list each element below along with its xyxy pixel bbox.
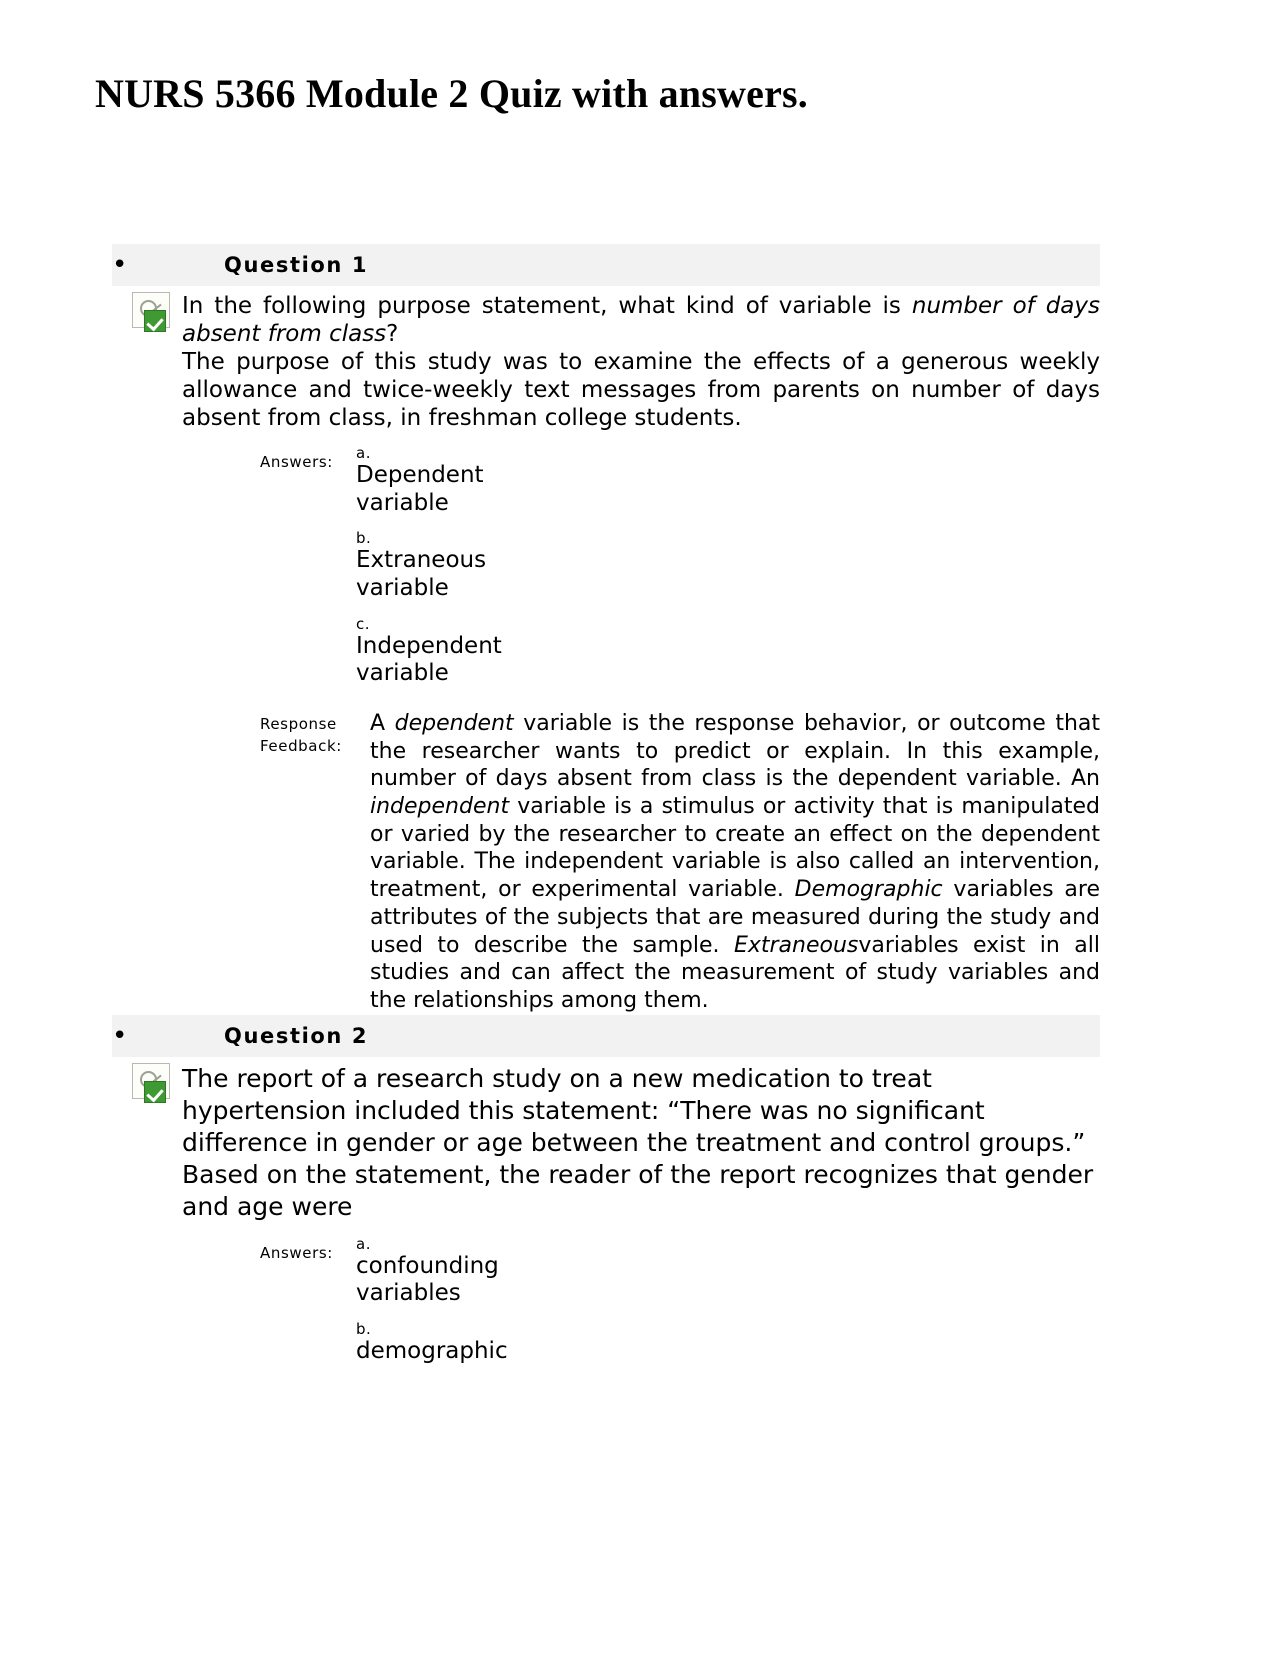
answer-text: Extraneous variable: [356, 547, 487, 602]
answer-letter: c.: [356, 614, 371, 633]
question-1-stem-intro: In the following purpose statement, what kind of variable is: [182, 293, 912, 319]
question-1-stem: [182, 292, 1100, 348]
graded-check-icon: [128, 292, 176, 334]
question-1-body: [112, 286, 1100, 1015]
feedback-seg-italic: independent: [370, 793, 510, 819]
feedback-seg: variables are attributes of the subjects that are measured during the study and used to describe the sample.: [370, 877, 1100, 958]
question-2-body: [112, 1057, 1100, 1378]
question-1-stem-tail: ?: [386, 321, 399, 348]
question-1-header: [112, 244, 1100, 286]
question-2-bullet: •: [112, 1020, 128, 1051]
answers-label: Answers:: [260, 453, 333, 472]
question-2-answers: [182, 1235, 1100, 1378]
answer-option[interactable]: [356, 444, 1100, 517]
answers-label: Answers:: [260, 1243, 333, 1262]
answer-letter: b.: [356, 1319, 372, 1338]
question-2-stem: The report of a research study on a new medication to treat hypertension included this statement: “There was no significant difference in gender or age between the treatment and control groups.” Based on the statement, the reader of the report recognizes that gender and age were: [182, 1063, 1094, 1221]
answer-text: Independent variable: [356, 632, 502, 687]
answer-text: Dependent variable: [356, 462, 484, 516]
feedback-seg: variable is a stimulus or activity that is manipulated or varied by the researcher to create an effect on the dependent variable. The independent variable is also called an intervention, treatment, or experimental variable.: [370, 793, 1100, 903]
answer-text: demographic: [356, 1337, 508, 1364]
question-1-stem-italic: number of days absent from class: [182, 293, 1100, 348]
question-1-label: Question 1: [224, 253, 369, 277]
quiz-content: [0, 244, 1280, 1377]
answer-letter: b.: [356, 529, 372, 548]
feedback-label: Response Feedback:: [260, 714, 342, 755]
answer-letter: a.: [356, 444, 371, 463]
question-1-answers: [182, 444, 1100, 700]
answer-option[interactable]: [356, 615, 1100, 688]
question-1-feedback: [182, 710, 1100, 1015]
feedback-seg: variables exist in all studies and can affect the measurement of study variables and the relationships among them.: [370, 932, 1100, 1013]
page-title: NURS 5366 Module 2 Quiz with answers.: [95, 71, 808, 116]
feedback-seg: variable is the response behavior, or outcome that the researcher wants to predict or explain. In this example, number of days absent from class is the dependent variable. An: [370, 710, 1100, 792]
graded-check-icon: [128, 1063, 176, 1105]
question-1-passage: The purpose of this study was to examine the effects of a generous weekly allowance and twice-weekly text messages from parents on number of days absent from class, in freshman college students.: [182, 349, 1100, 432]
feedback-seg-italic: Demographic: [794, 877, 943, 903]
feedback-seg: A: [370, 710, 395, 736]
question-1-bullet: •: [112, 250, 128, 280]
feedback-seg-italic: Extraneous: [733, 932, 859, 958]
feedback-seg-italic: dependent: [394, 710, 514, 736]
feedback-text: [360, 710, 1100, 1015]
answer-letter: a.: [356, 1234, 371, 1253]
answer-option[interactable]: [356, 1320, 1100, 1366]
question-2-label: Question 2: [224, 1023, 369, 1048]
answer-text: confounding variables: [356, 1252, 499, 1307]
answer-option[interactable]: [356, 529, 1100, 602]
answer-option[interactable]: [356, 1235, 1100, 1308]
question-2-header: [112, 1015, 1100, 1057]
